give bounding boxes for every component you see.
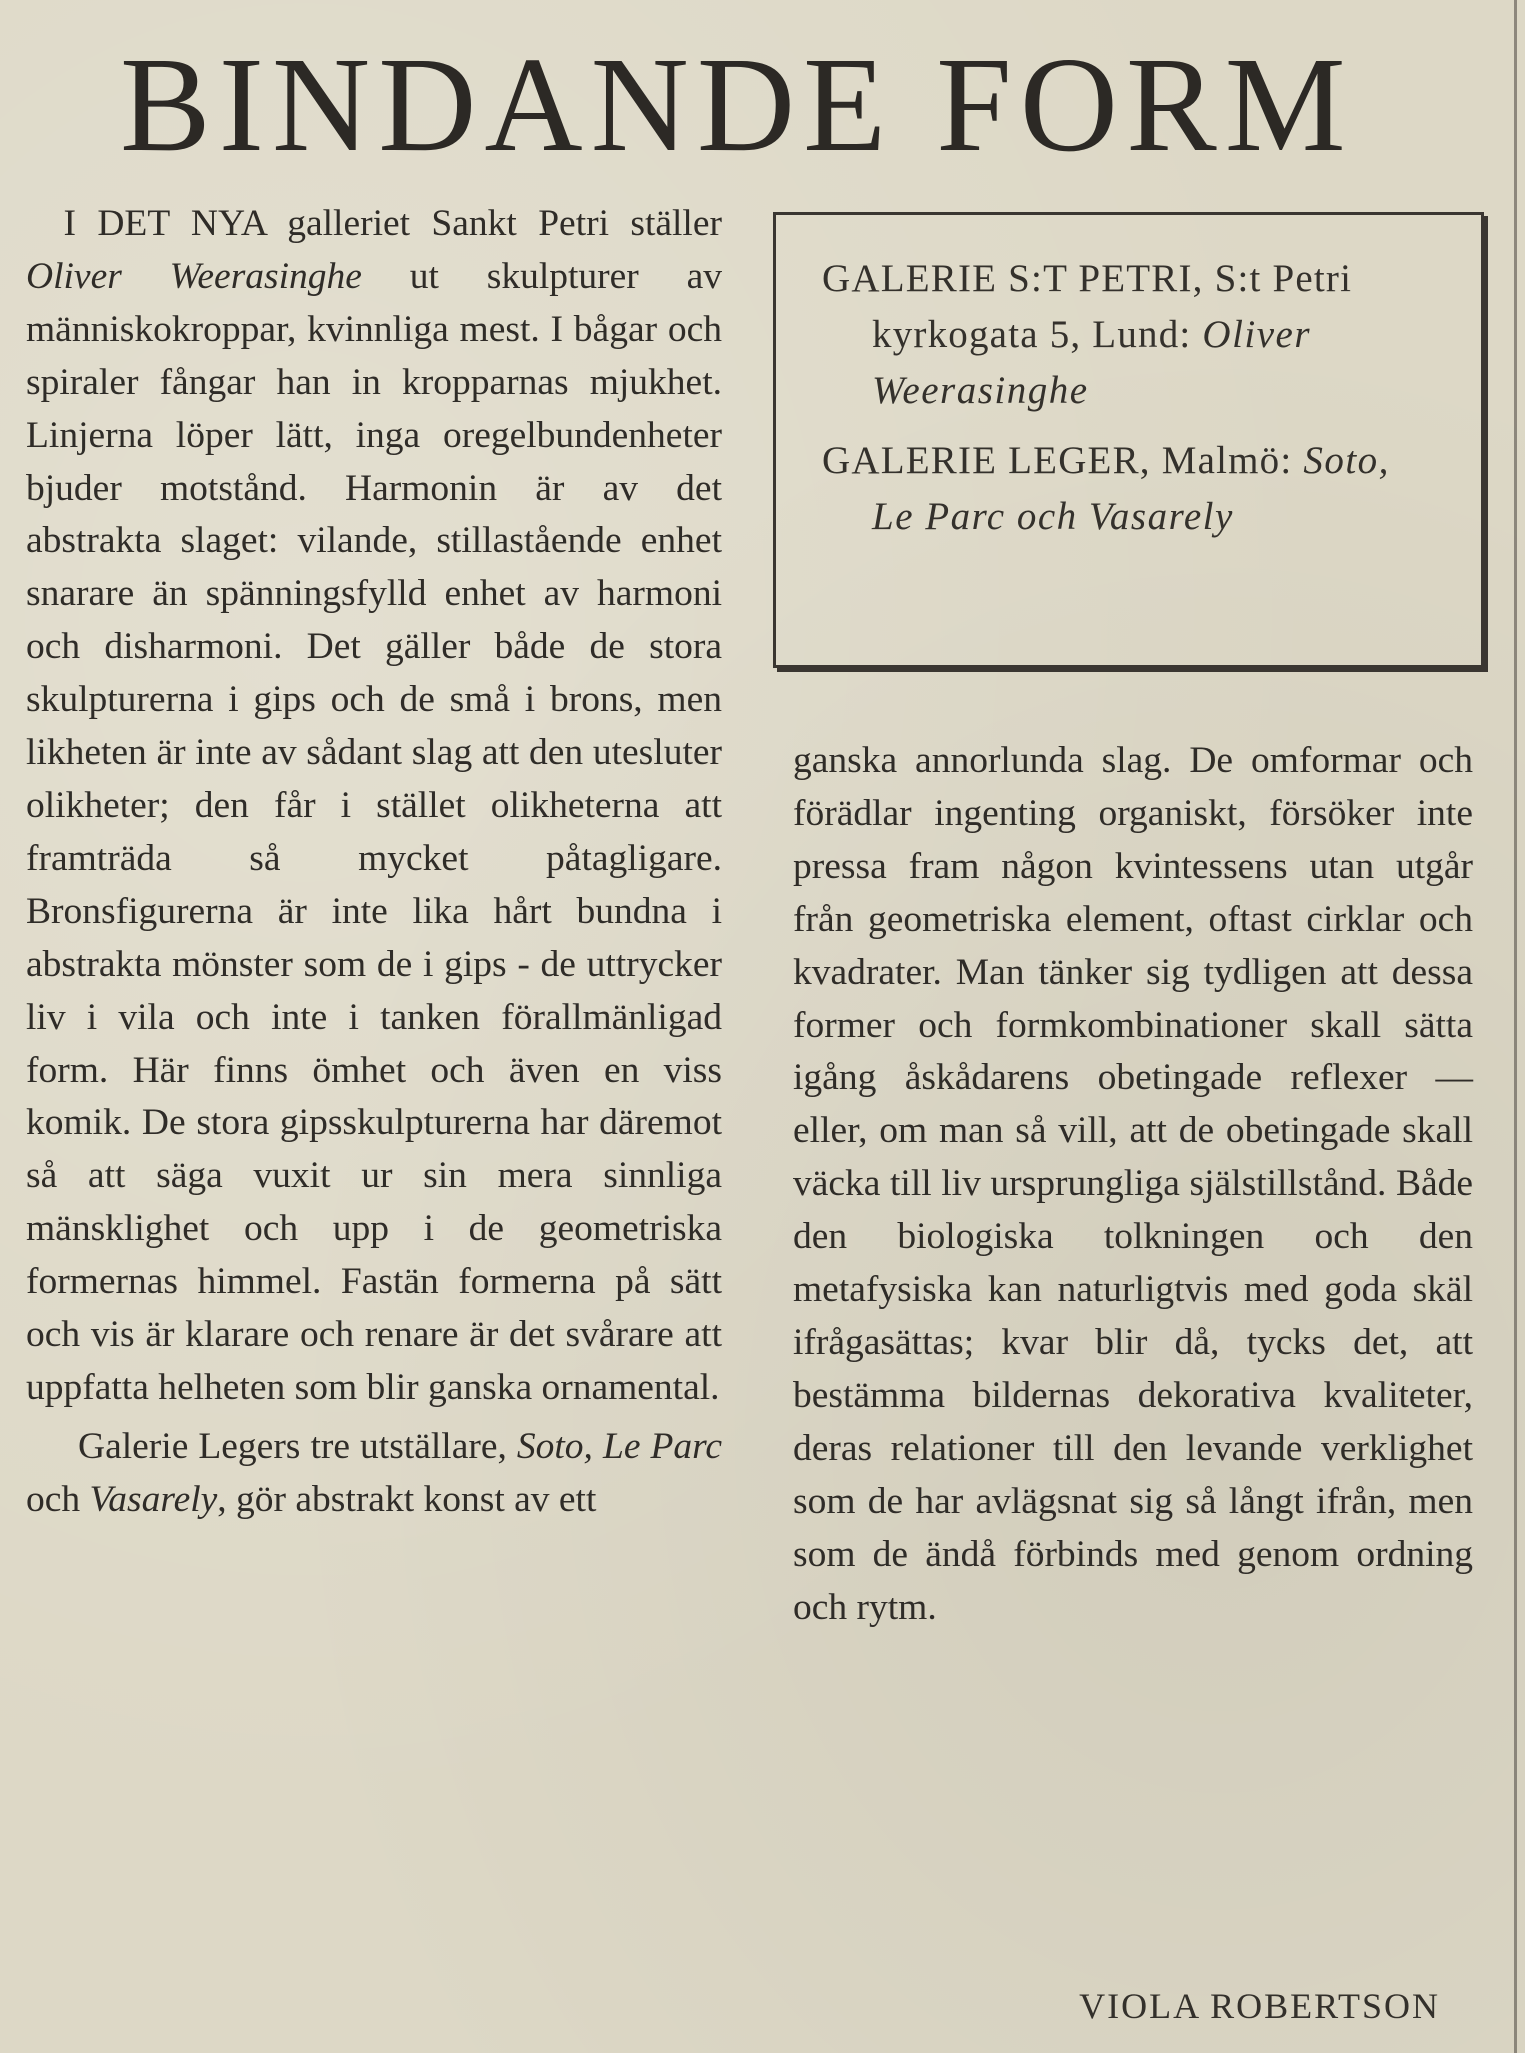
venue: GALERIE S:T PETRI, S:t Petri kyrkogata 5, Lund:: [822, 257, 1353, 356]
left-column: [26, 198, 722, 1527]
headline: BINDANDE FORM: [120, 30, 1354, 180]
info-entry-st-petri: [822, 251, 1441, 419]
column-rule: [1514, 0, 1517, 2053]
exhibition-info-box: [773, 212, 1484, 668]
artist-names: Soto, Le Parc: [516, 1425, 723, 1467]
article-paragraph-3: ganska annorlunda slag. De omformar och förädlar ingenting organiskt, försöker inte pressa fram någon kvintessens utan utgår från geometriska element, oftast cirklar och kvadrater. Man tänker sig tydligen att dessa former och formkombinationer skall sätta igång åskådarens obetingade reflexer — eller, om man så vill, att de obetingade skall väcka till liv ursprungliga själstillstånd. Både den biologiska tolkningen och den metafysiska kan naturligtvis med goda skäl ifrågasättas; kvar blir då, tycks det, att bestämma bildernas dekorativa kvaliteter, deras relationer till den levande verklighet som de har avlägsnat sig så långt ifrån, men som de ändå förbinds med genom ordning och rytm.: [793, 740, 1473, 1628]
byline: VIOLA ROBERTSON: [1079, 1986, 1440, 2026]
article-paragraph-1: I DET NYA galleriet Sankt Petri ställer Oliver Weerasinghe ut skulpturer av människokroppar, kvinnliga mest. I bågar och spiraler fångar han in kropparnas mjukhet. Linjerna löper lätt, inga oregelbundenheter bjuder motstånd. Harmonin är av det abstrakta slaget: vilande, stillastående enhet snarare än spänningsfylld enhet av harmoni och disharmoni. Det gäller både de stora skulpturerna i gips och de små i brons, men likheten är inte av sådant slag att den utesluter olikheter; den får i stället olikheterna att framträda så mycket påtagligare. Bronsfigurerna är inte lika hårt bundna i abstrakta mönster som de i gips - de uttrycker liv i vila och inte i tanken förallmänligad form. Här finns ömhet och även en viss komik. De stora gipsskulpturerna har däremot så att säga vuxit ur sin mera sinnliga mänsklighet och upp i de geometriska formernas himmel. Fastän formerna på sätt och vis är klarare och renare är det svårare att uppfatta helheten som blir ganska ornamental.: [26, 203, 722, 1408]
venue: GALERIE LEGER, Malmö:: [822, 439, 1293, 482]
exhibiting-artists: Soto, Le Parc och Vasarely: [872, 439, 1390, 538]
artist-name: Oliver Weerasinghe: [26, 255, 362, 297]
artist-name-last: Vasarely: [89, 1478, 218, 1520]
right-column: [793, 735, 1473, 1634]
info-entry-leger: [822, 433, 1441, 545]
paragraph-lead: I DET NYA: [63, 203, 266, 244]
exhibiting-artists: Oliver Weerasinghe: [872, 313, 1312, 412]
article-paragraph-2: Galerie Legers tre utställare, Soto, Le Parc och Vasarely, gör abstrakt konst av ett: [26, 1425, 723, 1520]
